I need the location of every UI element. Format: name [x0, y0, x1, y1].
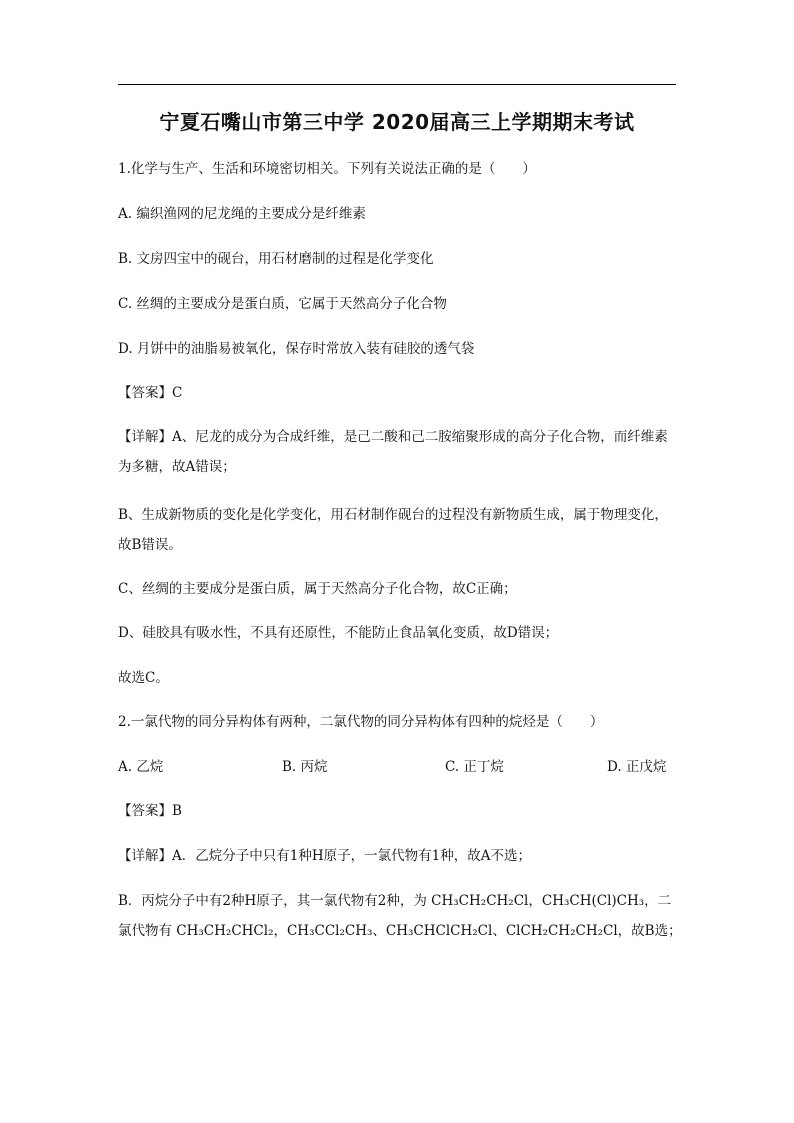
question-2-option-b: B. 丙烷: [282, 759, 328, 775]
question-2-answer: 【答案】B: [118, 803, 182, 819]
question-2-stem: 2.一氯代物的同分异构体有两种，二氯代物的同分异构体有四种的烷烃是（ ）: [118, 714, 604, 730]
question-1-option-a: A. 编织渔网的尼龙绳的主要成分是纤维素: [118, 206, 366, 222]
question-2-option-d: D. 正戊烷: [607, 759, 667, 775]
question-1-answer: 【答案】C: [118, 385, 183, 401]
question-1-option-b: B. 文房四宝中的砚台，用石材磨制的过程是化学变化: [118, 251, 434, 267]
question-2-explanation-b-line1: [118, 890, 678, 912]
question-2-explanation-b-prefix: B．丙烷分子中有2种H原子，其一氯代物有2种，为: [118, 893, 427, 909]
question-2-explanation-b-formulas: CH₃CH₂CH₂Cl，CH₃CH(Cl)CH₃，二: [431, 893, 672, 909]
question-1-explanation-d: D、硅胶具有吸水性，不具有还原性，不能防止食品氧化变质，故D错误；: [118, 625, 559, 641]
question-2-explanation-b-line2: 氯代物有 CH₃CH₂CHCl₂，CH₃CCl₂CH₃、CH₃CHClCH₂Cl、ClCH₂CH₂CH₂Cl，故B选；: [118, 923, 682, 939]
question-2-option-c: C. 正丁烷: [445, 759, 504, 775]
question-2-option-a: A. 乙烷: [118, 759, 164, 775]
question-1-conclusion: 故选C。: [118, 670, 169, 686]
question-1-explanation-b: B、生成新物质的变化是化学变化，用石材制作砚台的过程没有新物质生成，属于物理变化，故B错误。: [118, 507, 668, 553]
question-1-explanation-a: 【详解】A、尼龙的成分为合成纤维，是己二酸和己二胺缩聚形成的高分子化合物，而纤维素为多糖，故A错误；: [118, 429, 668, 475]
question-1-explanation-c: C、丝绸的主要成分是蛋白质，属于天然高分子化合物，故C正确；: [118, 581, 517, 597]
question-2-explanation-a: 【详解】A．乙烷分子中只有1种H原子，一氯代物有1种，故A不选；: [118, 848, 531, 864]
header-rule: [118, 84, 676, 85]
question-1-stem: 1.化学与生产、生活和环境密切相关。下列有关说法正确的是（ ）: [118, 161, 536, 177]
question-1-option-c: C. 丝绸的主要成分是蛋白质，它属于天然高分子化合物: [118, 296, 447, 312]
question-1-option-d: D. 月饼中的油脂易被氧化，保存时常放入装有硅胶的透气袋: [118, 341, 475, 357]
page-title: 宁夏石嘴山市第三中学 2020届高三上学期期末考试: [159, 110, 635, 134]
